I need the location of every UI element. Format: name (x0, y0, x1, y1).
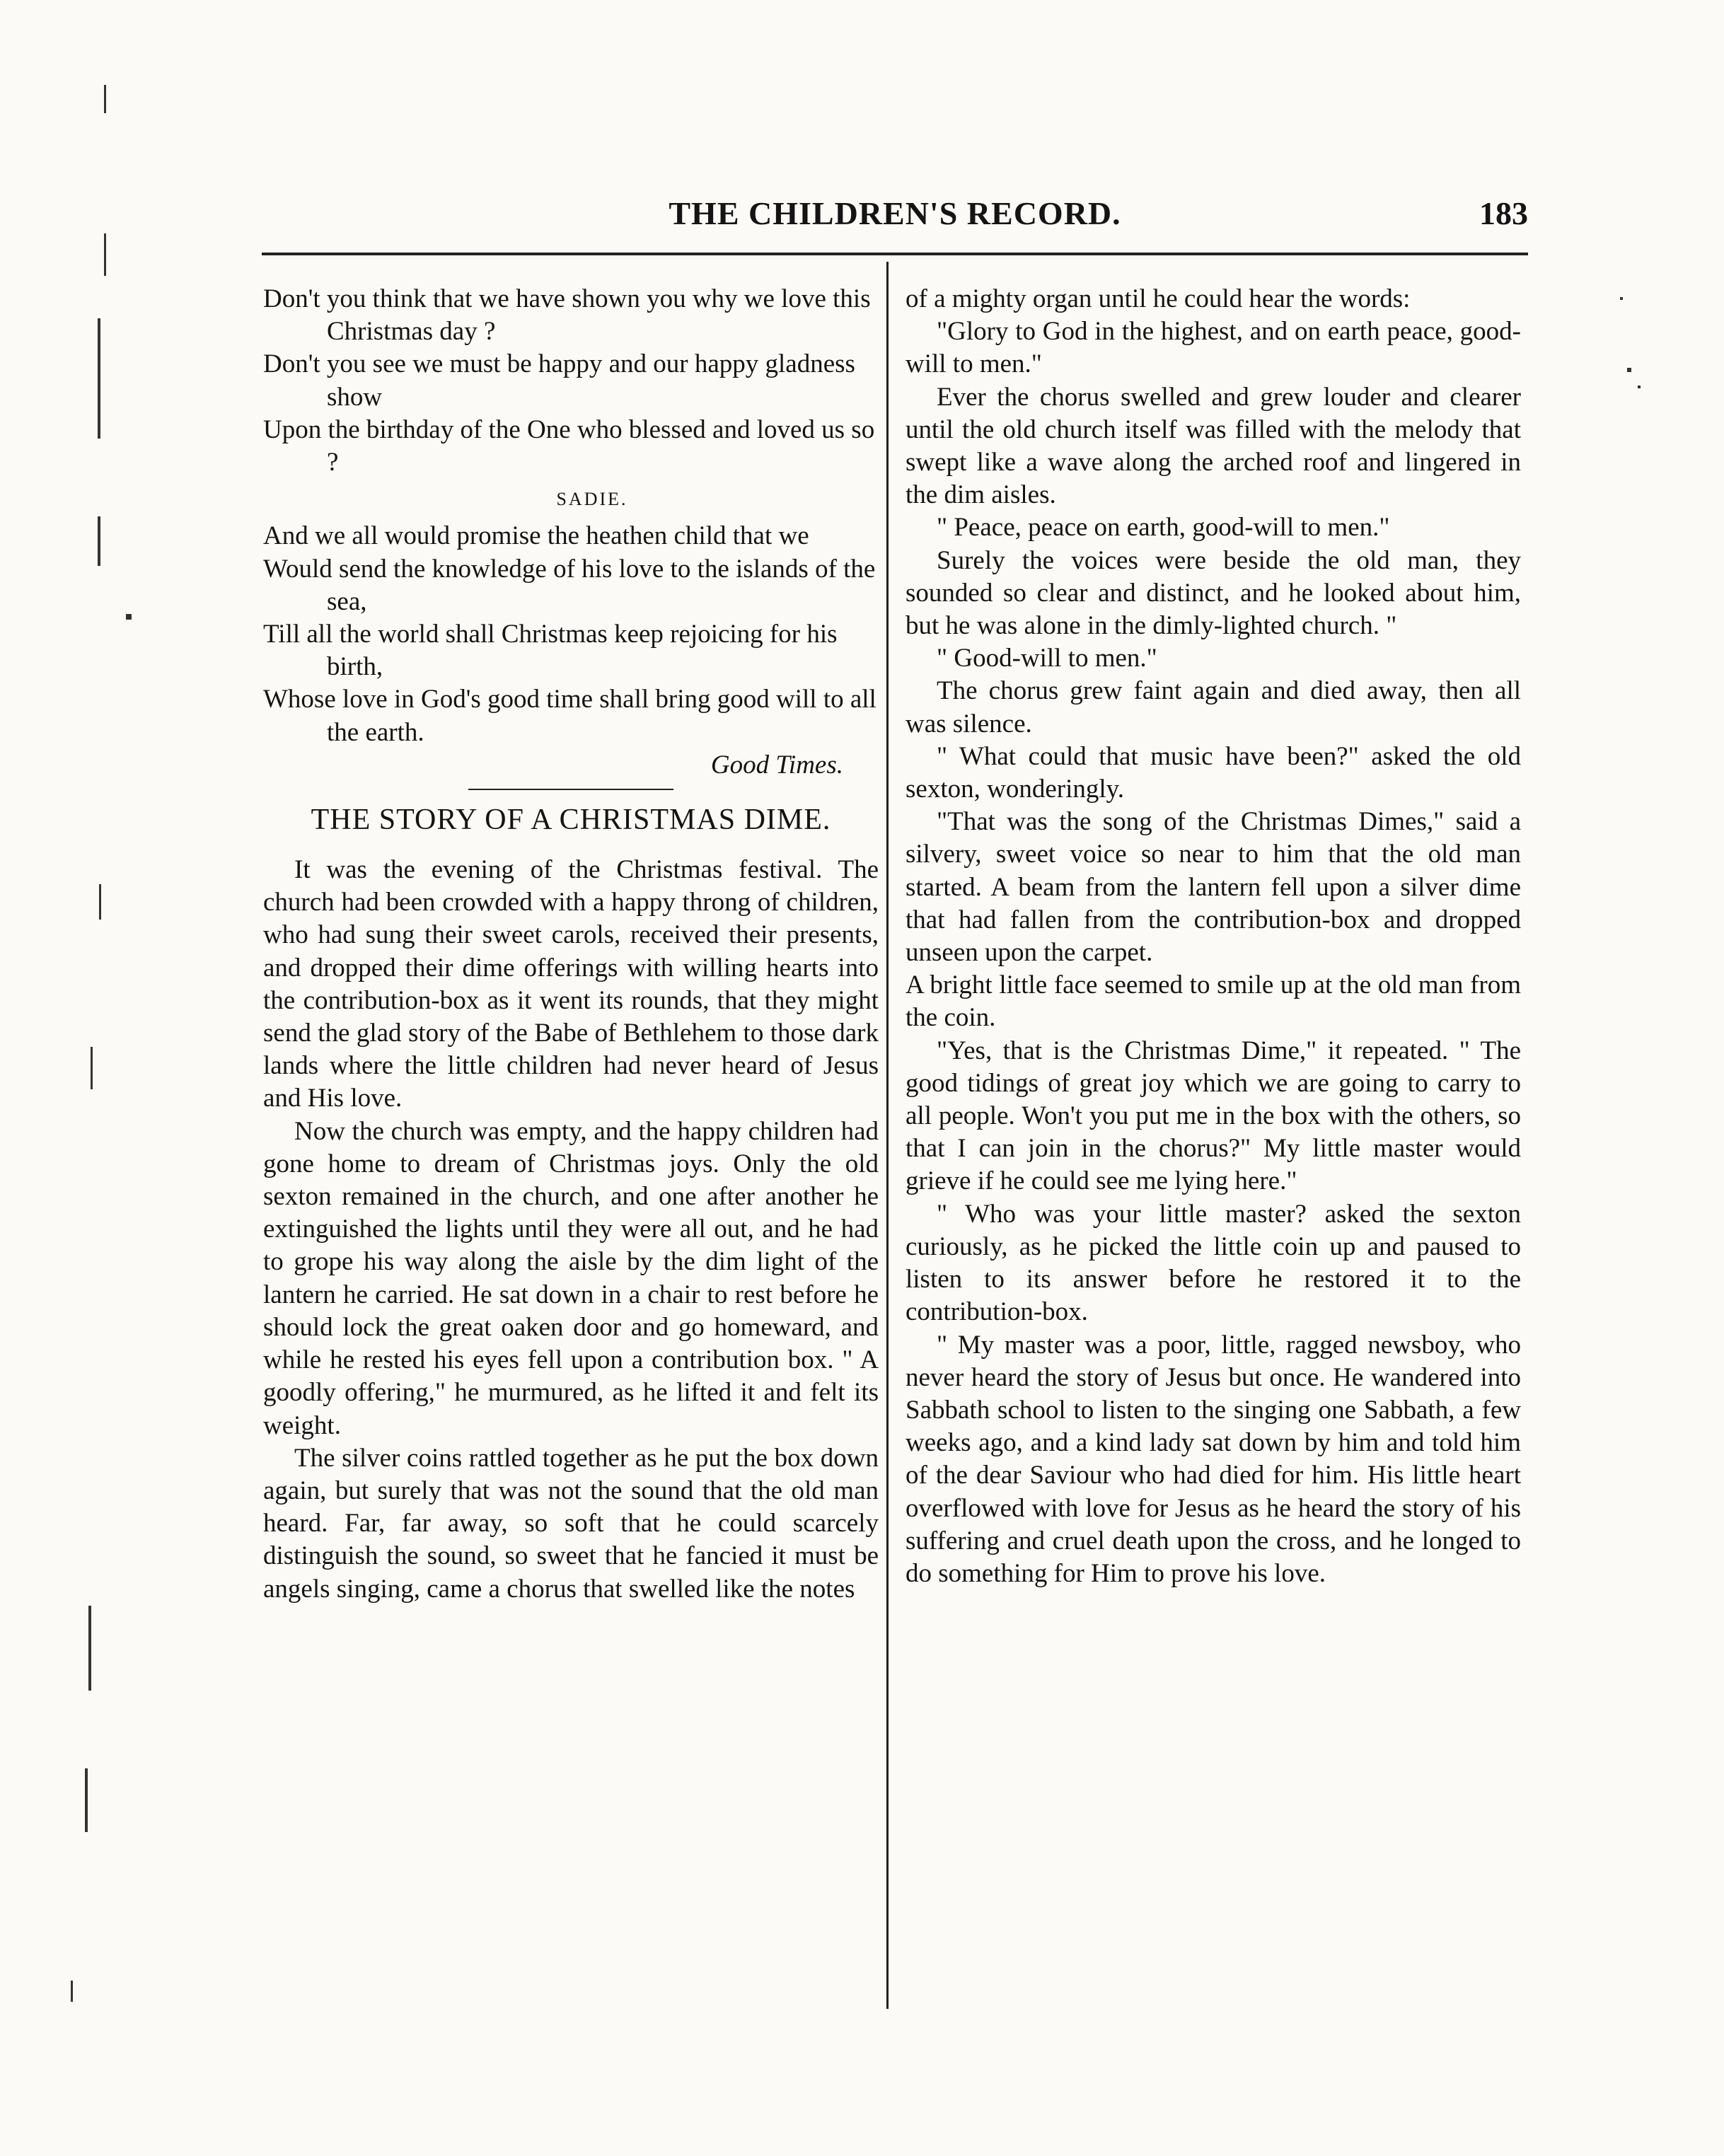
scan-mark (104, 233, 106, 276)
scan-mark (99, 884, 101, 920)
paragraph: Ever the chorus swelled and grew louder and clearer until the old church itself was filled with the melody that swept like a wave along the arched roof and lingered in the dim aisles. (906, 382, 1521, 510)
scan-mark (1638, 386, 1641, 388)
poem-line: Whose love in God's good time shall bring good will to all the earth. (263, 685, 877, 747)
header-rule (262, 253, 1528, 255)
paragraph: The silver coins rattled together as he put the box down again, but surely that was not the sound that the old man heard. Far, far away, so soft that he could scarcely distinguish the sound, so sweet that he fancied it must be angels singing, came a chorus that swelled like the notes (263, 1443, 879, 1604)
page-number: 183 (1479, 195, 1528, 231)
paragraph: " Who was your little master? asked the sexton curiously, as he picked the little coin up and paused to listen to its answer before he restored it to the contribution-box. (906, 1199, 1521, 1327)
poem-stanza-2 (263, 520, 879, 748)
paragraph: "Yes, that is the Christmas Dime," it repeated. " The good tidings of great joy which we are going to carry to all people. Won't you put me in the box with the others, so that I can join in the chorus?" My little master would grieve if he could see me lying here." (906, 1036, 1521, 1196)
journal-title: THE CHILDREN'S RECORD. (669, 195, 1121, 231)
section-rule (468, 789, 673, 790)
poem-source: Good Times. (710, 750, 843, 779)
paragraph: "Glory to God in the highest, and on earth peace, good-will to men." (906, 317, 1521, 379)
paragraph: " What could that music have been?" asked the old sexton, wonderingly. (906, 741, 1521, 804)
paragraph: A bright little face seemed to smile up at the old man from the coin. (906, 970, 1521, 1033)
scan-mark (126, 614, 132, 620)
poem-line: Don't you think that we have shown you why we love this Christmas day ? (263, 284, 871, 347)
paragraph: "That was the song of the Christmas Dimes," said a silvery, sweet voice so near to him that the old man started. A beam from the lantern fell upon a silver dime that had fallen from the contribution-box and dropped unseen upon the carpet. (906, 807, 1521, 968)
scan-mark (71, 1981, 73, 2002)
running-head (262, 195, 1528, 237)
scan-mark (98, 318, 100, 439)
poem-line: Upon the birthday of the One who blessed and loved us so ? (263, 415, 875, 477)
scan-mark (98, 516, 100, 566)
paragraph: The chorus grew faint again and died away, then all was silence. (906, 676, 1521, 738)
left-column (263, 283, 879, 1606)
paragraph-continuation: of a mighty organ until he could hear the words: (906, 284, 1411, 313)
paragraph: Now the church was empty, and the happy children had gone home to dream of Christmas joys. Only the old sexton remained in the church, and one after another he extinguished the lights until they were all out, and he had to grope his way along the aisle by the dim light of the lantern he carried. He sat down in a chair to rest before he should lock the great oaken door and go homeward, and while he rested his eyes fell upon a contribution box. " A goodly offering," he murmured, as he lifted it and felt its weight. (263, 1116, 879, 1440)
paragraph: Surely the voices were beside the old man, they sounded so clear and distinct, and he looked about him, but he was alone in the dimly-lighted church. " (906, 545, 1521, 641)
poem-line: And we all would promise the heathen child that we (263, 521, 809, 551)
poem-line: Till all the world shall Christmas keep rejoicing for his birth, (263, 620, 838, 682)
scan-mark (104, 85, 106, 113)
scan-mark (88, 1606, 91, 1691)
poem-line: Don't you see we must be happy and our happy gladness show (263, 349, 855, 412)
paragraph: It was the evening of the Christmas festival. The church had been crowded with a happy throng of children, who had sung their sweet carols, received their presents, and dropped their dime offerings with willing hearts into the contribution-box as it went its rounds, that they might send the glad story of the Babe of Bethlehem to those dark lands where the little children had never heard of Jesus and His love. (263, 855, 879, 1113)
story-title: THE STORY OF A CHRISTMAS DIME. (311, 804, 831, 837)
poem-stanza-1 (263, 283, 879, 479)
column-divider (886, 262, 889, 2009)
right-column (906, 283, 1521, 1590)
poem-speaker: SADIE. (556, 489, 628, 510)
paragraph: " My master was a poor, little, ragged newsboy, who never heard the story of Jesus but once. He wandered into Sabbath school to listen to the singing one Sabbath, a few weeks ago, and a kind lady sat down by him and told him of the dear Saviour who had died for him. His little heart overflowed with love for Jesus as he heard the story of his suffering and cruel death upon the cross, and he longed to do something for Him to prove his love. (906, 1330, 1521, 1588)
scan-mark (1620, 297, 1623, 300)
paragraph: " Good-will to men." (937, 644, 1157, 673)
paragraph: " Peace, peace on earth, good-will to men." (937, 513, 1390, 543)
scan-mark (1627, 368, 1631, 372)
poem-line: Would send the knowledge of his love to the islands of the sea, (263, 554, 876, 616)
scan-mark (91, 1047, 93, 1089)
scan-mark (85, 1768, 88, 1832)
